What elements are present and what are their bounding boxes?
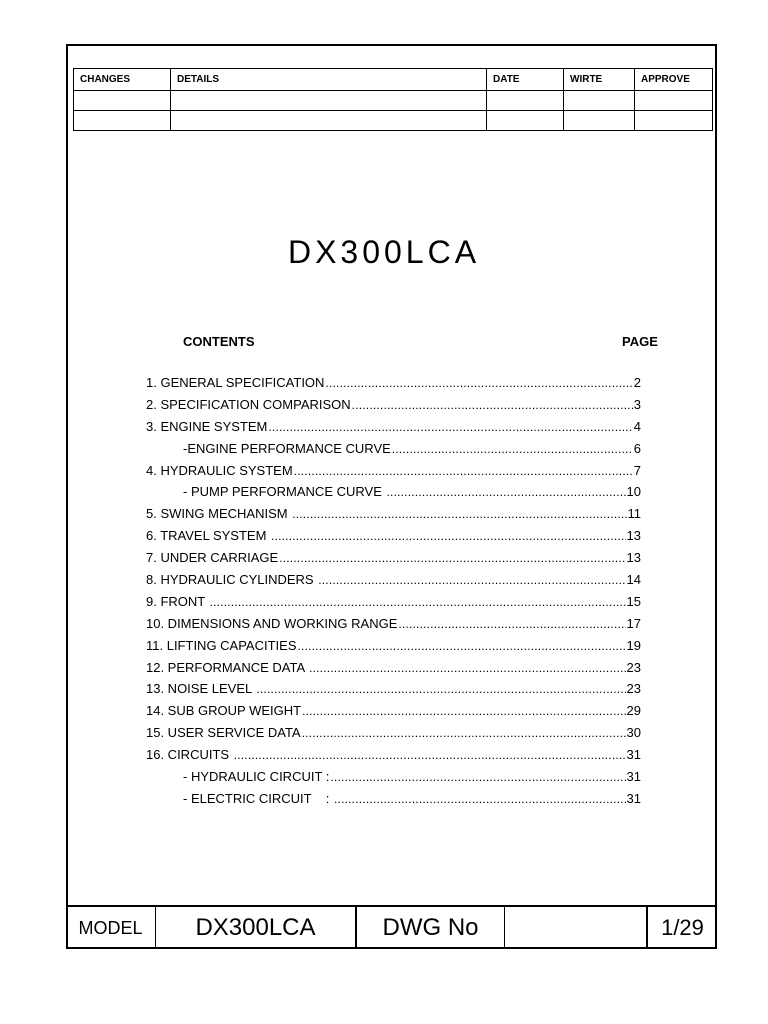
toc-entry-label: - HYDRAULIC CIRCUIT : bbox=[183, 769, 330, 785]
toc-leader-dots bbox=[210, 594, 626, 609]
dwg-no-label: DWG No bbox=[357, 907, 505, 949]
toc-subentry bbox=[146, 441, 641, 463]
toc-leader-dots bbox=[256, 681, 625, 696]
toc-entry bbox=[146, 550, 641, 572]
toc-entry-label: 7. UNDER CARRIAGE bbox=[146, 550, 279, 566]
toc-entry-label: 3. ENGINE SYSTEM bbox=[146, 418, 268, 434]
toc-entry-page: 10 bbox=[626, 484, 641, 500]
sheet-number: 1/29 bbox=[647, 907, 717, 949]
dwg-no-value bbox=[505, 907, 647, 949]
toc-leader-dots bbox=[294, 463, 633, 478]
toc-leader-dots bbox=[392, 441, 633, 456]
toc-entry bbox=[146, 747, 641, 769]
toc-leader-dots bbox=[387, 484, 626, 499]
toc-entry-page: 17 bbox=[626, 615, 641, 631]
model-value: DX300LCA bbox=[156, 907, 357, 949]
toc-leader-dots bbox=[268, 419, 632, 434]
revision-row bbox=[74, 91, 713, 111]
toc-leader-dots bbox=[398, 616, 625, 631]
toc-subentry bbox=[146, 791, 641, 813]
toc-entry-label: - PUMP PERFORMANCE CURVE bbox=[183, 484, 386, 500]
toc-entry-label: 9. FRONT bbox=[146, 593, 209, 609]
table-of-contents bbox=[146, 375, 641, 813]
model-label: MODEL bbox=[66, 907, 156, 949]
toc-entry bbox=[146, 594, 641, 616]
toc-entry-page: 3 bbox=[633, 396, 641, 412]
toc-entry bbox=[146, 681, 641, 703]
toc-entry-page: 29 bbox=[626, 703, 641, 719]
toc-entry-label: 11. LIFTING CAPACITIES bbox=[146, 637, 297, 653]
toc-entry-label: 2. SPECIFICATION COMPARISON bbox=[146, 396, 351, 412]
toc-entry-label: 8. HYDRAULIC CYLINDERS bbox=[146, 572, 318, 588]
toc-entry-page: 31 bbox=[626, 769, 641, 785]
toc-entry bbox=[146, 506, 641, 528]
toc-leader-dots bbox=[292, 506, 626, 521]
toc-entry-page: 30 bbox=[626, 725, 641, 741]
toc-entry bbox=[146, 616, 641, 638]
toc-entry-label: 12. PERFORMANCE DATA bbox=[146, 659, 309, 675]
toc-entry-label: 15. USER SERVICE DATA bbox=[146, 725, 301, 741]
toc-entry-label: 6. TRAVEL SYSTEM bbox=[146, 528, 271, 544]
toc-entry-label: 16. CIRCUITS bbox=[146, 747, 233, 763]
toc-leader-dots bbox=[334, 791, 626, 806]
toc-entry-page: 23 bbox=[626, 681, 641, 697]
toc-leader-dots bbox=[352, 397, 633, 412]
revision-cell bbox=[171, 111, 487, 131]
toc-entry bbox=[146, 419, 641, 441]
revision-cell bbox=[564, 111, 635, 131]
toc-leader-dots bbox=[302, 703, 625, 718]
toc-entry bbox=[146, 572, 641, 594]
revision-cell bbox=[564, 91, 635, 111]
toc-entry bbox=[146, 375, 641, 397]
revision-cell bbox=[74, 91, 171, 111]
revision-cell bbox=[635, 111, 713, 131]
toc-leader-dots bbox=[302, 725, 626, 740]
toc-entry-page: 31 bbox=[626, 747, 641, 763]
revision-table bbox=[73, 68, 713, 131]
toc-entry bbox=[146, 397, 641, 419]
toc-entry-page: 15 bbox=[626, 593, 641, 609]
revision-header-details: DETAILS bbox=[171, 69, 487, 91]
revision-header-approve: APPROVE bbox=[635, 69, 713, 91]
toc-entry-label: - ELECTRIC CIRCUIT : bbox=[183, 790, 333, 806]
toc-leader-dots bbox=[234, 747, 626, 762]
toc-entry-page: 23 bbox=[626, 659, 641, 675]
title-block bbox=[66, 905, 717, 949]
toc-leader-dots bbox=[325, 375, 632, 390]
toc-entry-page: 13 bbox=[626, 550, 641, 566]
toc-entry-page: 19 bbox=[626, 637, 641, 653]
toc-leader-dots bbox=[298, 638, 626, 653]
toc-entry-label: 14. SUB GROUP WEIGHT bbox=[146, 703, 302, 719]
toc-entry-page: 2 bbox=[633, 375, 641, 390]
toc-entry-page: 11 bbox=[627, 506, 641, 522]
revision-header-write: WIRTE bbox=[564, 69, 635, 91]
revision-cell bbox=[487, 91, 564, 111]
revision-cell bbox=[635, 91, 713, 111]
toc-leader-dots bbox=[330, 769, 625, 784]
revision-header-date: DATE bbox=[487, 69, 564, 91]
toc-entry-page: 4 bbox=[633, 418, 641, 434]
toc-leader-dots bbox=[271, 528, 626, 543]
toc-entry bbox=[146, 638, 641, 660]
toc-entry bbox=[146, 703, 641, 725]
toc-entry bbox=[146, 725, 641, 747]
toc-entry-page: 6 bbox=[633, 440, 641, 456]
toc-entry-page: 13 bbox=[626, 528, 641, 544]
toc-leader-dots bbox=[279, 550, 625, 565]
toc-entry-label: 1. GENERAL SPECIFICATION bbox=[146, 375, 325, 390]
toc-entry bbox=[146, 463, 641, 485]
toc-entry-label: 10. DIMENSIONS AND WORKING RANGE bbox=[146, 615, 398, 631]
revision-header-changes: CHANGES bbox=[74, 69, 171, 91]
toc-leader-dots bbox=[318, 572, 625, 587]
revision-cell bbox=[74, 111, 171, 131]
revision-header-row bbox=[74, 69, 713, 91]
document-title: DX300LCA bbox=[287, 234, 481, 270]
revision-cell bbox=[487, 111, 564, 131]
contents-header: CONTENTS bbox=[183, 334, 255, 349]
toc-entry-page: 14 bbox=[626, 572, 641, 588]
toc-entry-label: 13. NOISE LEVEL bbox=[146, 681, 256, 697]
revision-row bbox=[74, 111, 713, 131]
toc-entry-page: 31 bbox=[626, 790, 641, 806]
toc-subentry bbox=[146, 769, 641, 791]
toc-entry bbox=[146, 528, 641, 550]
toc-entry-label: -ENGINE PERFORMANCE CURVE bbox=[183, 440, 391, 456]
toc-entry-page: 7 bbox=[633, 462, 641, 478]
toc-entry-label: 5. SWING MECHANISM bbox=[146, 506, 292, 522]
toc-subentry bbox=[146, 484, 641, 506]
toc-entry-label: 4. HYDRAULIC SYSTEM bbox=[146, 462, 293, 478]
revision-cell bbox=[171, 91, 487, 111]
toc-entry bbox=[146, 660, 641, 682]
page-header: PAGE bbox=[622, 334, 658, 349]
toc-leader-dots bbox=[309, 660, 625, 675]
